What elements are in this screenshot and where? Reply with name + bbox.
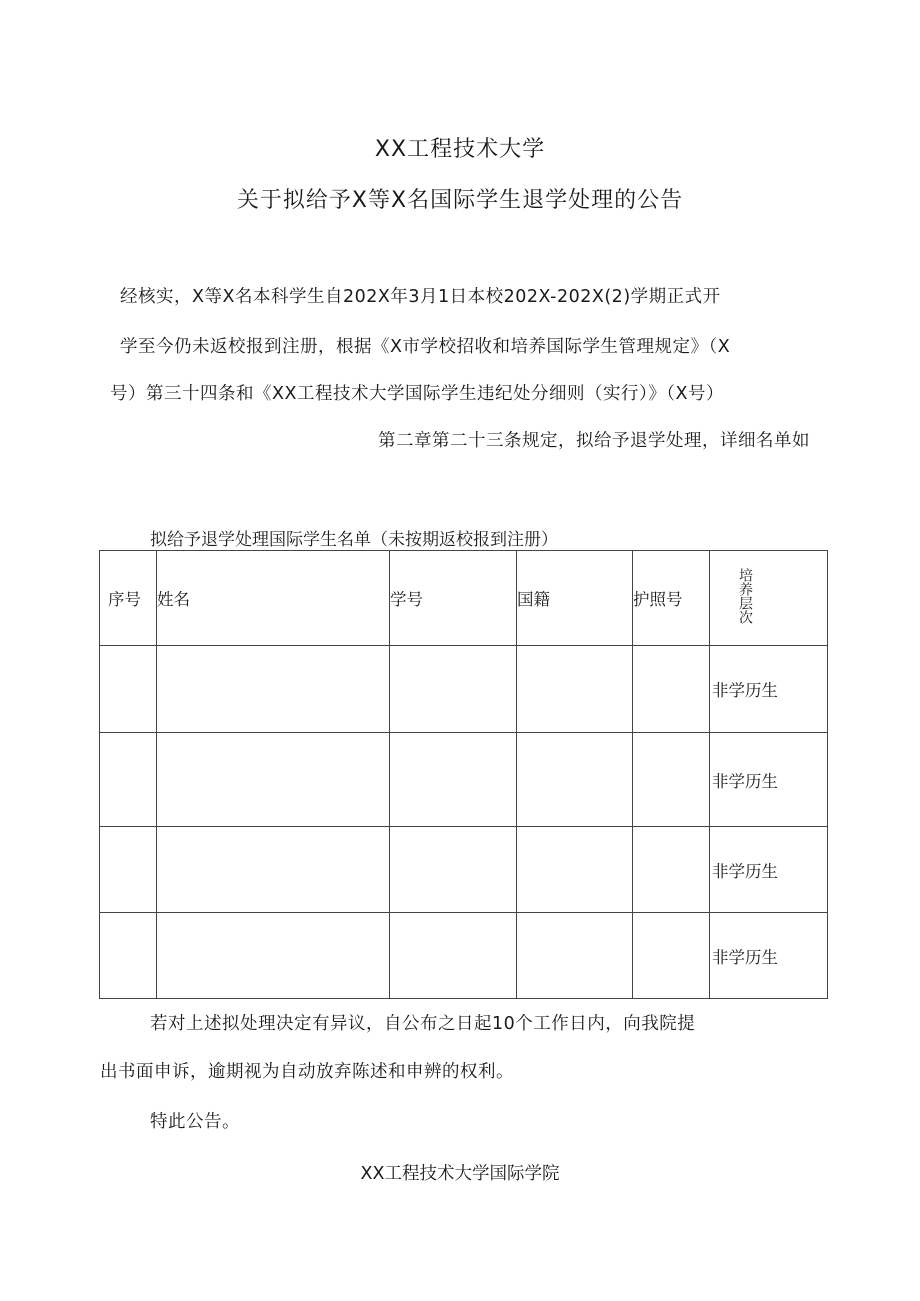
header-name	[157, 551, 390, 646]
cell-level: 非学历生	[710, 827, 828, 913]
cell-passport	[633, 733, 710, 827]
signature: XX工程技术大学国际学院	[360, 1164, 560, 1184]
cell-nationality	[517, 913, 633, 999]
closing-text: 特此公告。	[150, 1112, 240, 1132]
header-seq-label: 序号	[108, 590, 141, 609]
cell-student-id	[390, 646, 517, 733]
cell-name	[157, 913, 390, 999]
body-line-1: 经核实，X等X名本科学生自202X年3月1日本校202X-202X(2)学期正式开	[120, 287, 721, 307]
cell-name	[157, 733, 390, 827]
appeal-line-1: 若对上述拟处理决定有异议，自公布之日起10个工作日内，向我院提	[150, 1014, 696, 1034]
header-passport	[633, 551, 710, 646]
cell-level: 非学历生	[710, 913, 828, 999]
table-header-row	[100, 551, 828, 646]
cell-student-id	[390, 733, 517, 827]
table-caption: 拟给予退学处理国际学生名单（未按期返校报到注册）	[150, 530, 558, 550]
header-nationality-label: 国籍	[517, 590, 550, 609]
table-row	[100, 827, 828, 913]
cell-name	[157, 646, 390, 733]
cell-level: 非学历生	[710, 646, 828, 733]
body-line-4: 第二章第二十三条规定，拟给予退学处理，详细名单如	[378, 431, 810, 451]
header-passport-label: 护照号	[633, 590, 683, 609]
appeal-line-2: 出书面申诉，逾期视为自动放弃陈述和申辨的权利。	[100, 1062, 514, 1082]
body-line-2: 学至今仍未返校报到注册，根据《X市学校招收和培养国际学生管理规定》（X	[120, 337, 731, 357]
header-nationality	[517, 551, 633, 646]
cell-student-id	[390, 913, 517, 999]
header-name-label: 姓名	[157, 590, 190, 609]
header-level	[710, 551, 828, 646]
cell-passport	[633, 646, 710, 733]
table-row	[100, 733, 828, 827]
cell-level: 非学历生	[710, 733, 828, 827]
cell-nationality	[517, 827, 633, 913]
header-student-id	[390, 551, 517, 646]
cell-passport	[633, 827, 710, 913]
cell-seq	[100, 827, 157, 913]
header-level-label: 培养层次	[737, 568, 753, 624]
cell-name	[157, 827, 390, 913]
cell-seq	[100, 646, 157, 733]
cell-nationality	[517, 733, 633, 827]
cell-student-id	[390, 827, 517, 913]
cell-seq	[100, 913, 157, 999]
table-row	[100, 646, 828, 733]
cell-passport	[633, 913, 710, 999]
student-roster-table	[99, 550, 828, 999]
cell-seq	[100, 733, 157, 827]
cell-nationality	[517, 646, 633, 733]
table-row	[100, 913, 828, 999]
university-name: XX工程技术大学	[374, 137, 546, 162]
header-seq	[100, 551, 157, 646]
notice-title: 关于拟给予X等X名国际学生退学处理的公告	[236, 188, 684, 213]
header-student-id-label: 学号	[390, 590, 423, 609]
body-line-3: 号）第三十四条和《XX工程技术大学国际学生违纪处分细则（实行）》（X号）	[110, 384, 724, 404]
